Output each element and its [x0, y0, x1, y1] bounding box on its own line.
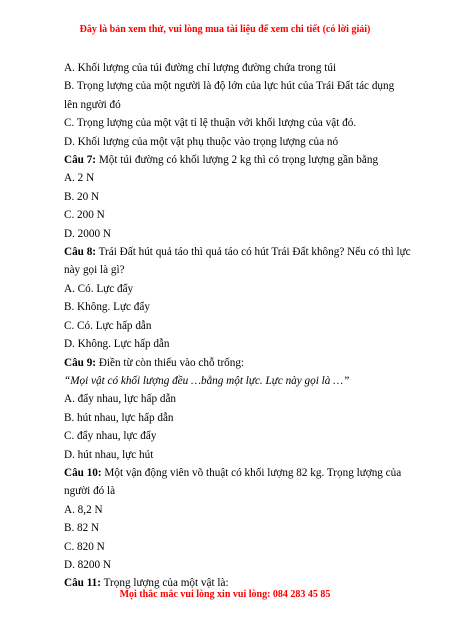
q7-option-d: D. 2000 N	[64, 227, 111, 240]
question-9	[64, 354, 404, 372]
question-text: Điền từ còn thiếu vào chỗ trống:	[96, 356, 245, 369]
q10-option-b: B. 82 N	[64, 522, 100, 535]
question-text: Trọng lượng của một vật là:	[101, 577, 229, 590]
q7-option-a: A. 2 N	[64, 172, 95, 185]
q8-option-a: A. Có. Lực đẩy	[64, 282, 134, 295]
question-10-continuation: người đó là	[64, 485, 116, 498]
question-8	[64, 243, 411, 261]
q7-option-c: C. 200 N	[64, 209, 105, 222]
question-10	[64, 464, 404, 482]
option-line: C. Trọng lượng của một vật tỉ lệ thuận với khối lượng của vật đó.	[64, 117, 357, 130]
q9-option-a: A. đẩy nhau, lực hấp dẫn	[64, 393, 177, 406]
q9-option-b: B. hút nhau, lực hấp dẫn	[64, 411, 174, 424]
question-label: Câu 10:	[64, 466, 102, 479]
q9-option-d: D. hút nhau, lực hút	[64, 448, 154, 461]
question-label: Câu 9:	[64, 356, 97, 369]
q9-option-c: C. đẩy nhau, lực đẩy	[64, 430, 157, 443]
question-label: Câu 8:	[64, 246, 97, 259]
preview-notice-banner: Đây là bản xem thử, vui lòng mua tài liệu để xem chi tiết (có lời giải)	[79, 24, 371, 35]
document-body	[64, 59, 411, 593]
question-7	[64, 151, 404, 169]
question-label: Câu 7:	[64, 154, 97, 167]
contact-banner: Mọi thắc mắc vui lòng xin vui lòng: 084 283 45 85	[119, 589, 331, 600]
q8-option-c: C. Có. Lực hấp dẫn	[64, 319, 152, 332]
question-label: Câu 11:	[64, 577, 101, 590]
q7-option-b: B. 20 N	[64, 190, 100, 203]
question-text: Trái Đất hút quả táo thì quả táo có hút Trái Đất không? Nếu có thì lực	[96, 246, 411, 259]
q10-option-a: A. 8,2 N	[64, 503, 103, 516]
q10-option-d: D. 8200 N	[64, 558, 111, 571]
question-8-continuation: này gọi là gì?	[64, 264, 125, 277]
option-line: A. Khối lượng của túi đường chỉ lượng đường chứa trong túi	[64, 62, 337, 74]
question-9-quote: “Mọi vật có khối lượng đều …bằng một lực. Lực này gọi là …”	[64, 374, 350, 387]
option-line: D. Khối lượng của một vật phụ thuộc vào trọng lượng của nó	[64, 135, 339, 148]
q10-option-c: C. 820 N	[64, 540, 105, 553]
q8-option-b: B. Không. Lực đẩy	[64, 301, 150, 314]
option-line: B. Trọng lượng của một người là độ lớn của lực hút của Trái Đất tác dụng	[64, 80, 395, 93]
question-text: Một vận động viên võ thuật có khối lượng 82 kg. Trọng lượng của	[101, 466, 402, 479]
option-line-continuation: lên người đó	[64, 98, 121, 111]
question-text: Một túi đường có khối lượng 2 kg thì có trọng lượng gần bằng	[96, 154, 379, 167]
q8-option-d: D. Không. Lực hấp dẫn	[64, 338, 170, 351]
